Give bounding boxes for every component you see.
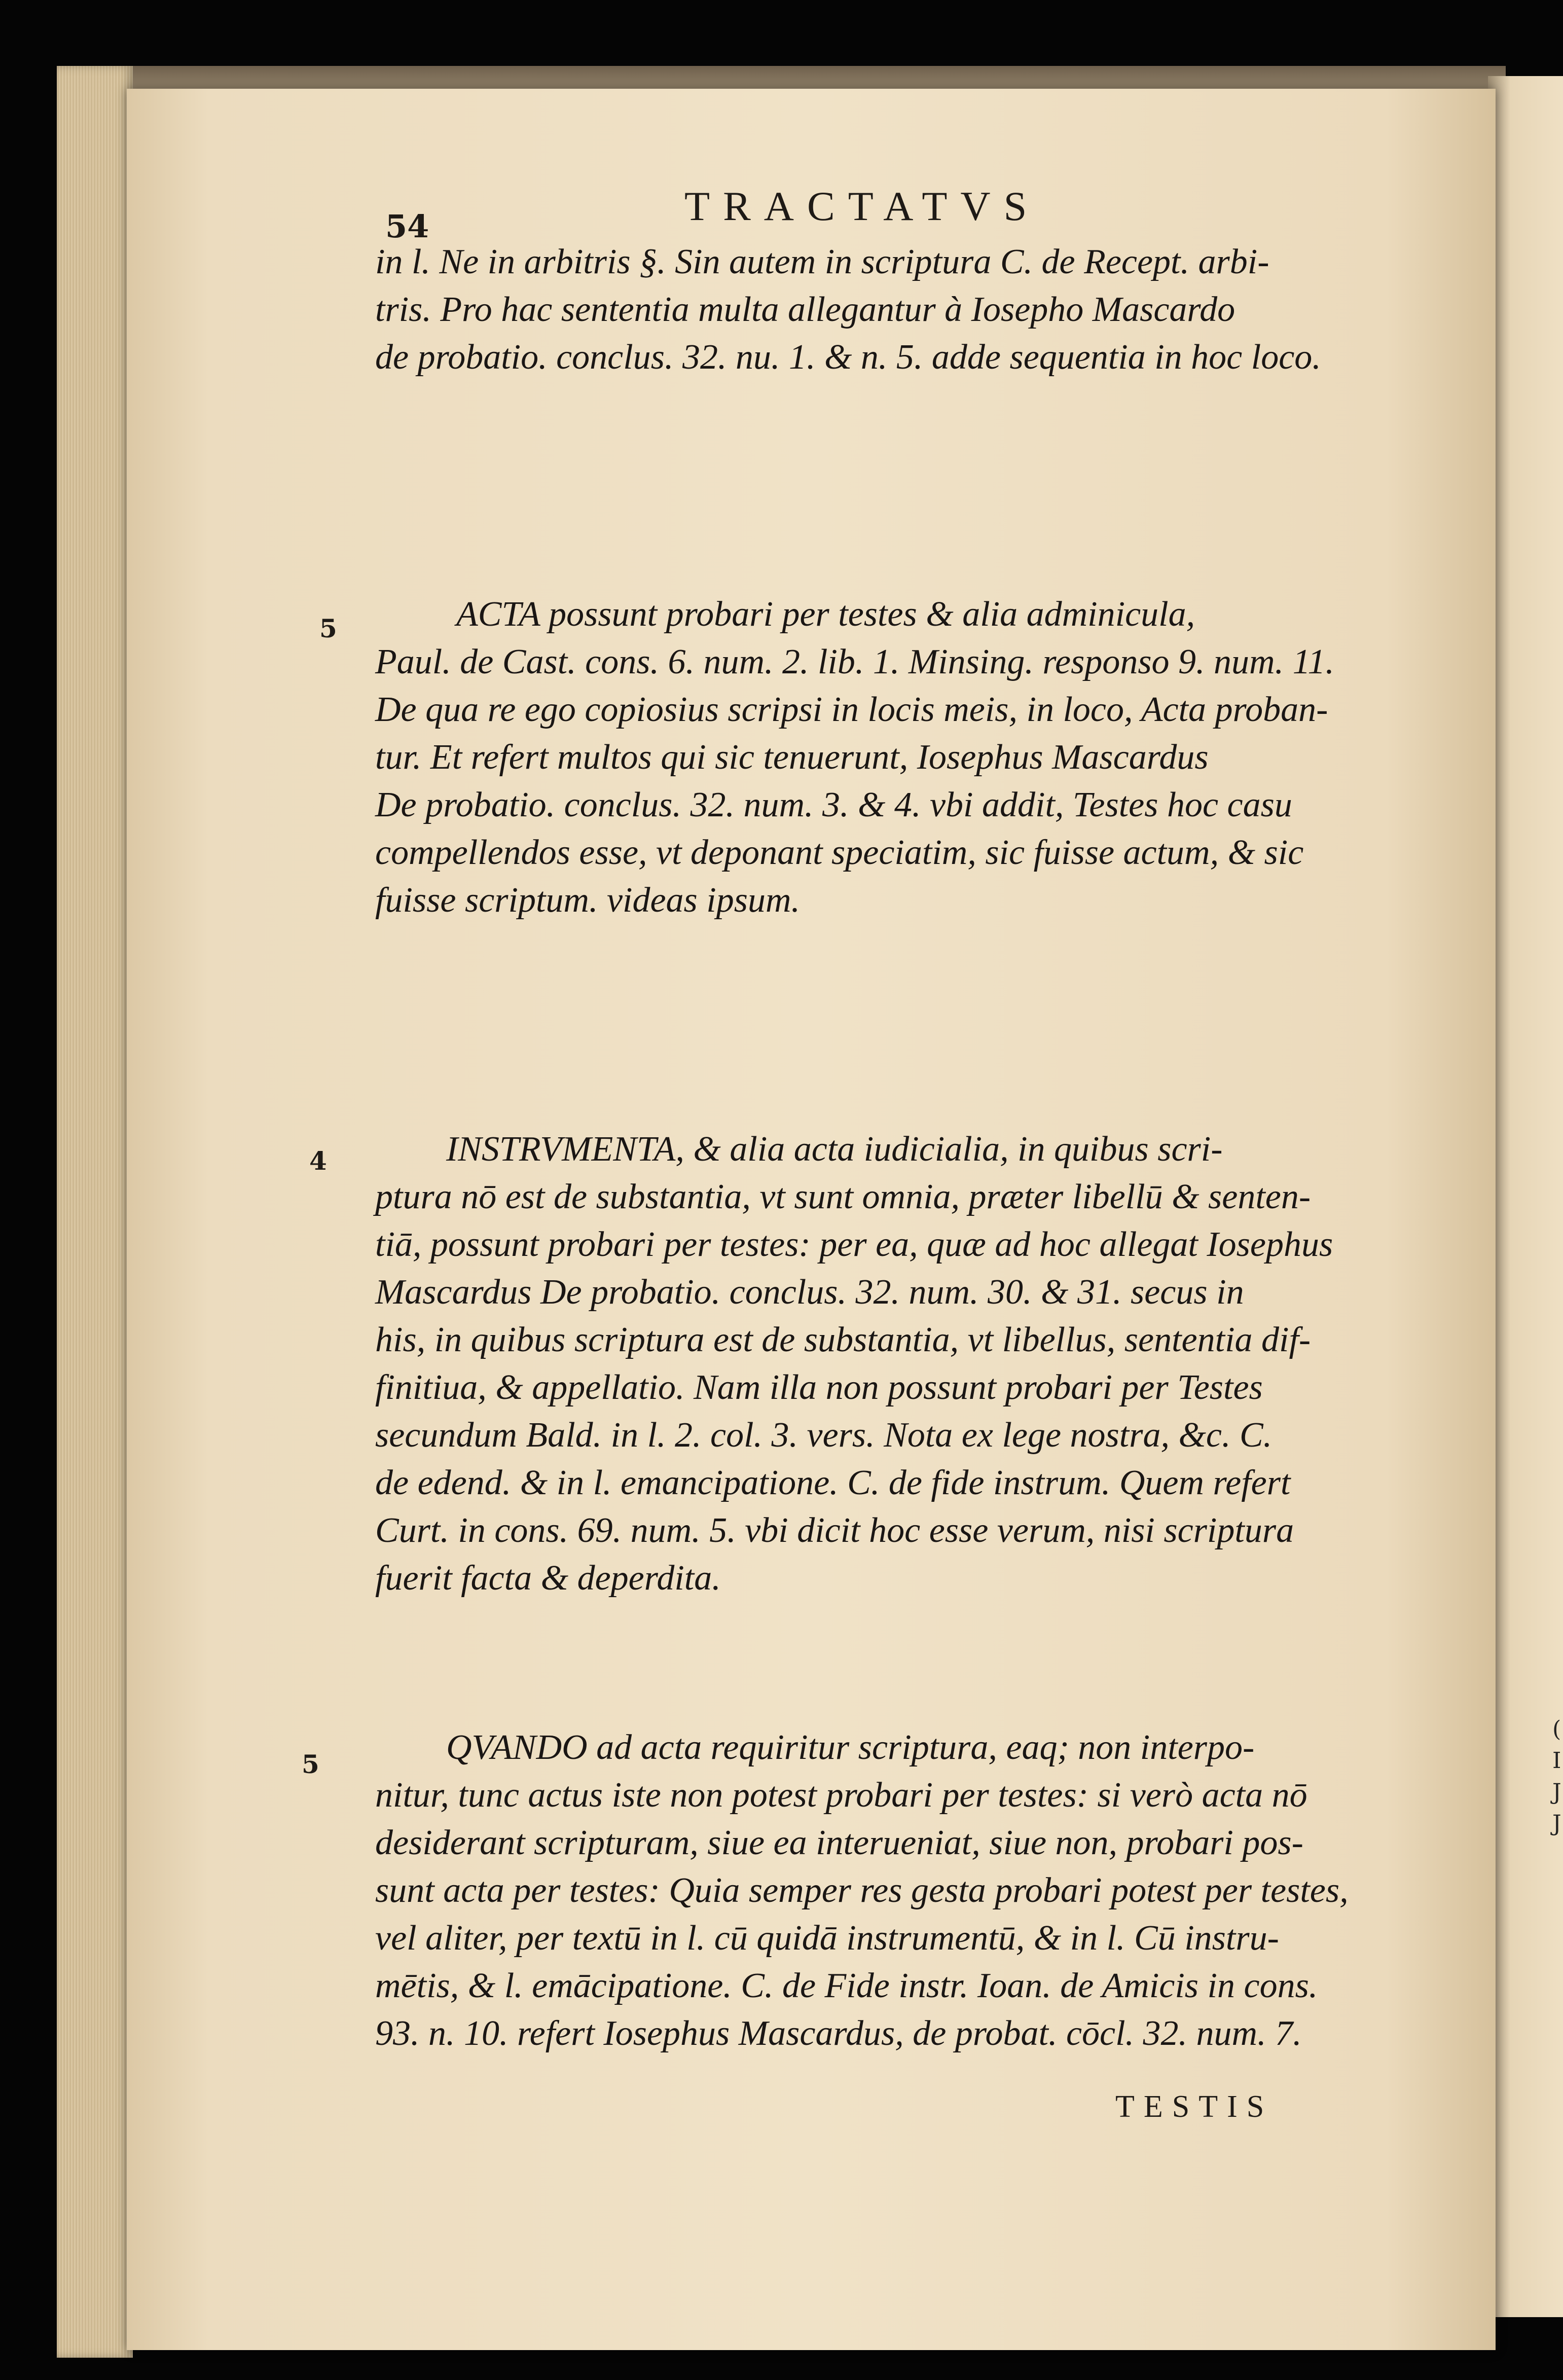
text-line: ptura nō est de substantia, vt sunt omnia, præter libellū & senten- — [375, 1177, 1311, 1216]
paragraph-continuation — [375, 238, 1359, 381]
text-line: fuerit facta & deperdita. — [375, 1559, 721, 1598]
text-line: his, in quibus scriptura est de substantia, vt libellus, sententia dif- — [375, 1320, 1311, 1359]
text-line: fuisse scriptum. videas ipsum. — [375, 881, 801, 920]
text-line: tris. Pro hac sententia multa allegantur à Iosepho Mascardo — [375, 290, 1235, 329]
text-line: tur. Et refert multos qui sic tenuerunt, Iosephus Mascardus — [375, 738, 1209, 777]
running-title: TRACTATVS — [684, 183, 1040, 229]
text-line: Mascardus De probatio. conclus. 32. num. 30. & 31. secus in — [375, 1273, 1244, 1312]
text-line: in l. Ne in arbitris §. Sin autem in scriptura C. de Recept. arbi- — [375, 242, 1269, 281]
page-number: 54 — [385, 208, 429, 245]
text-line: Curt. in cons. 69. num. 5. vbi dicit hoc esse verum, nisi scriptura — [375, 1511, 1294, 1550]
text-line: desiderant scripturam, siue ea interueniat, siue non, probari pos- — [375, 1823, 1303, 1862]
margin-number: 4 — [309, 1146, 327, 1176]
paragraph-quando — [375, 1724, 1359, 2058]
text-line: tiā, possunt probari per testes: per ea, quæ ad hoc allegat Iosephus — [375, 1225, 1333, 1264]
text-line: ACTA possunt probari per testes & alia adminicula, — [456, 595, 1195, 634]
text-line: De qua re ego copiosius scripsi in locis meis, in loco, Acta proban- — [375, 690, 1328, 729]
facing-page-edge — [1488, 76, 1563, 2317]
text-line: de probatio. conclus. 32. nu. 1. & n. 5. adde sequentia in hoc loco. — [375, 338, 1321, 377]
text-line: de edend. & in l. emancipatione. C. de fide instrum. Quem refert — [375, 1463, 1291, 1502]
paragraph-acta — [375, 591, 1359, 924]
text-line: De probatio. conclus. 32. num. 3. & 4. vbi addit, Testes hoc casu — [375, 785, 1292, 824]
text-line: Paul. de Cast. cons. 6. num. 2. lib. 1. Minsing. responso 9. num. 11. — [375, 642, 1334, 681]
text-line: sunt acta per testes: Quia semper res gesta probari potest per testes, — [375, 1871, 1349, 1910]
text-line: nitur, tunc actus iste non potest probari per testes: si verò acta nō — [375, 1776, 1307, 1815]
text-line: secundum Bald. in l. 2. col. 3. vers. Nota ex lege nostra, &c. C. — [375, 1416, 1273, 1455]
text-line: INSTRVMENTA, & alia acta iudicialia, in quibus scri- — [446, 1130, 1223, 1169]
margin-number: 5 — [302, 1749, 319, 1779]
catchword: TESTIS — [1115, 2089, 1274, 2124]
text-line: QVANDO ad acta requiritur scriptura, eaq; non interpo- — [446, 1728, 1255, 1767]
paragraph-instrumenta — [375, 1126, 1359, 1602]
text-line: 93. n. 10. refert Iosephus Mascardus, de probat. cōcl. 32. num. 7. — [375, 2014, 1302, 2053]
text-line: vel aliter, per textū in l. cū quidā instrumentū, & in l. Cū instru- — [375, 1919, 1279, 1958]
margin-number: 5 — [319, 614, 337, 643]
facing-page-fragments: ( I J J — [1552, 1716, 1561, 1836]
text-line: finitiua, & appellatio. Nam illa non possunt probari per Testes — [375, 1368, 1263, 1407]
book-page-edges — [57, 66, 133, 2358]
text-line: mētis, & l. emācipatione. C. de Fide instr. Ioan. de Amicis in cons. — [375, 1966, 1318, 2005]
text-line: compellendos esse, vt deponant speciatim, sic fuisse actum, & sic — [375, 833, 1304, 872]
